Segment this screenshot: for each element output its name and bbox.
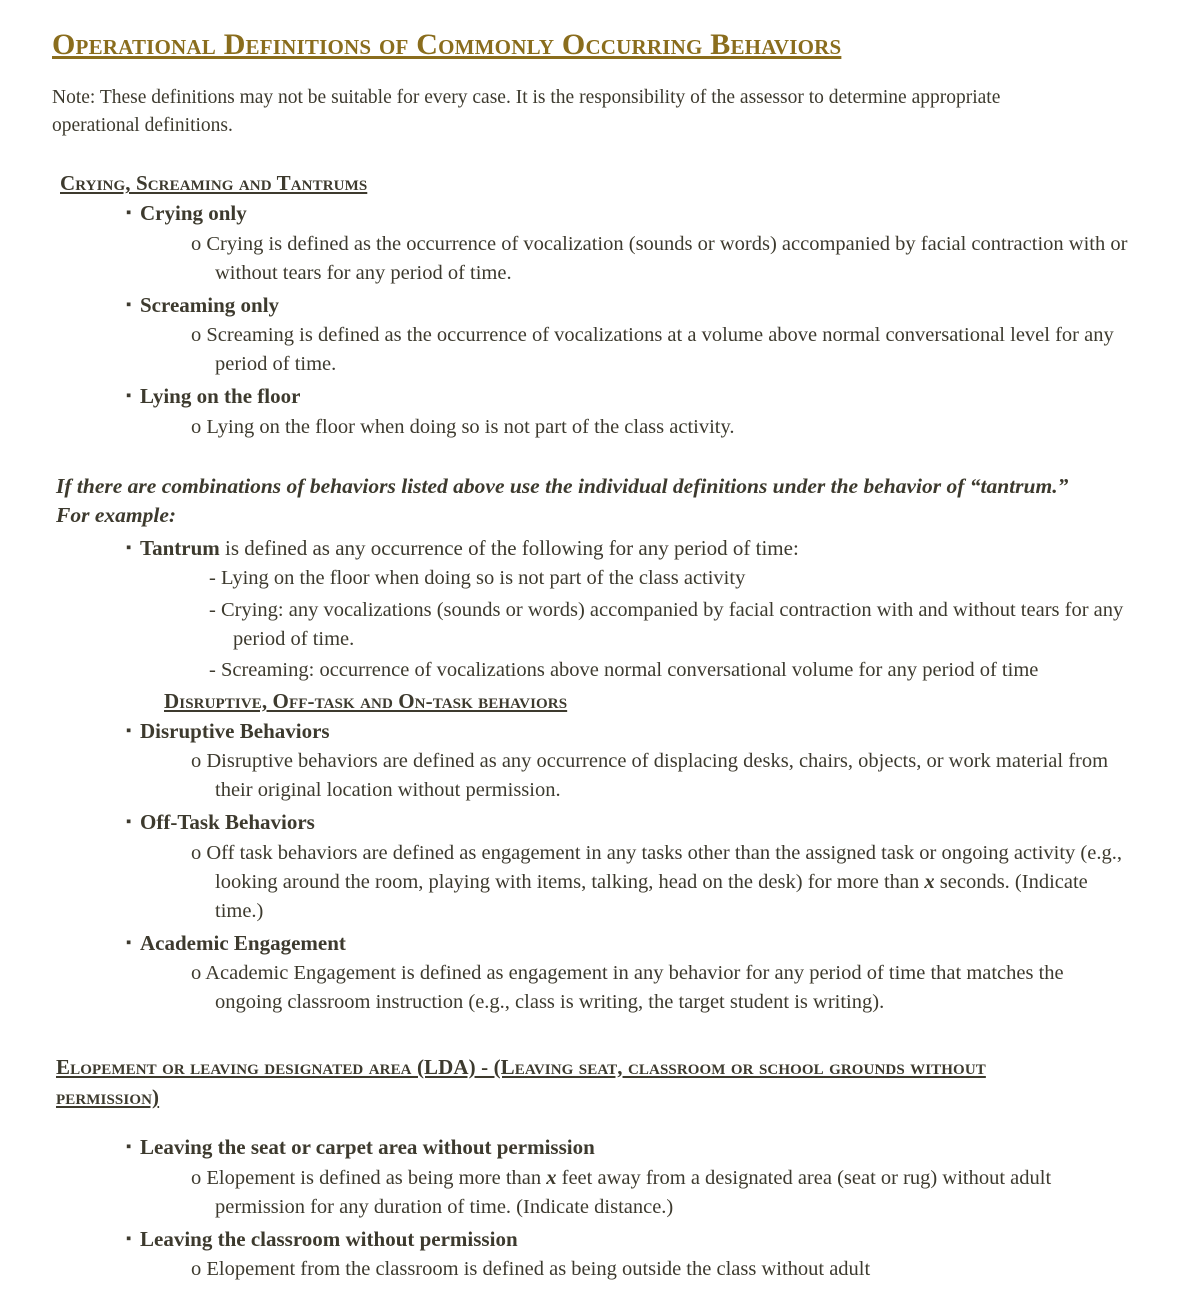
behavior-label: Off-Task Behaviors [140, 810, 315, 835]
behavior-label: Leaving the seat or carpet area without permission [140, 1135, 595, 1160]
behavior-label: Lying on the floor [140, 384, 301, 409]
behavior-definition: o Elopement from the classroom is defined as being outside the class without adult [191, 1258, 871, 1281]
behavior-definition: o Disruptive behaviors are defined as any occurrence of displacing desks, chairs, objects, or work material from their original location without permission. [191, 750, 1109, 802]
behavior-label: Disruptive Behaviors [140, 718, 330, 743]
list-item [52, 535, 1132, 562]
list-item [52, 1134, 1132, 1161]
square-bullet-icon: ▪ [126, 205, 132, 222]
behavior-definition: o Screaming is defined as the occurrence of vocalizations at a volume above normal conversational level for any period of time. [191, 324, 1114, 376]
behavior-definition: - Crying: any vocalizations (sounds or words) accompanied by facial contraction with and without tears for any period of time. [209, 598, 1124, 650]
square-bullet-icon: ▪ [126, 296, 132, 313]
behavior-label: Academic Engagement [140, 931, 346, 955]
behavior-definition: - Screaming: occurrence of vocalizations above normal conversational volume for any period of time [209, 658, 1039, 681]
behavior-definition [52, 839, 1132, 926]
section-heading-disruptive: Disruptive, Off-task and On-task behaviors [164, 688, 568, 713]
section-heading-crying: Crying, Screaming and Tantrums [60, 171, 368, 196]
list-item [52, 930, 1132, 957]
list-item [52, 809, 1132, 836]
behavior-label: Leaving the classroom without permission [140, 1226, 518, 1251]
assessor-note: Note: These definitions may not be suitable for every case. It is the responsibility of the assessor to determine appropriate operational definitions. [52, 87, 1001, 136]
square-bullet-icon: ▪ [126, 814, 132, 831]
definition-text-pre: o Elopement is defined as being more than [191, 1166, 547, 1189]
variable-x: x [546, 1166, 557, 1189]
variable-x: x [924, 870, 935, 893]
list-item [52, 200, 1132, 227]
square-bullet-icon: ▪ [126, 1230, 132, 1247]
section-heading-elopement: Elopement or leaving designated area (LDA) - (Leaving seat, classroom or school grounds without permission) [56, 1054, 986, 1109]
behavior-label: Screaming only [140, 292, 280, 317]
behavior-definition [52, 1164, 1132, 1222]
square-bullet-icon: ▪ [126, 540, 132, 557]
behavior-label: Tantrum [140, 536, 220, 561]
behavior-label-rest: is defined as any occurrence of the following for any period of time: [219, 536, 799, 561]
page-title: Operational Definitions of Commonly Occurring Behaviors [52, 28, 842, 61]
definition-text-pre: o Off task behaviors are defined as engagement in any tasks other than the assigned task or ongoing activity (e.g., looking around the room, playing with items, talking, head on the desk) for more than [191, 841, 1122, 893]
combination-note: If there are combinations of behaviors listed above use the individual definitions under the behavior of “tantrum.” For example: [56, 473, 1069, 528]
definition-text-post: seconds. (Indicate time.) [215, 870, 1088, 922]
list-item [52, 718, 1132, 745]
behavior-definition: - Lying on the floor when doing so is not part of the class activity [209, 567, 746, 590]
square-bullet-icon: ▪ [126, 1139, 132, 1156]
square-bullet-icon: ▪ [126, 935, 132, 951]
square-bullet-icon: ▪ [126, 388, 132, 405]
behavior-definition: o Lying on the floor when doing so is not part of the class activity. [191, 415, 735, 438]
list-item [52, 1226, 1132, 1253]
list-item [52, 383, 1132, 410]
behavior-definition: o Academic Engagement is defined as engagement in any behavior for any period of time that matches the ongoing classroom instruction (e.g., class is writing, the target student is writing). [191, 962, 1064, 1014]
square-bullet-icon: ▪ [126, 722, 132, 739]
definition-text-post: feet away from a designated area (seat or rug) without adult permission for any duration of time. (Indicate distance.) [215, 1166, 1052, 1218]
behavior-label: Crying only [140, 201, 247, 226]
list-item [52, 292, 1132, 319]
behavior-definition: o Crying is defined as the occurrence of vocalization (sounds or words) accompanied by facial contraction with or without tears for any period of time. [191, 232, 1128, 284]
